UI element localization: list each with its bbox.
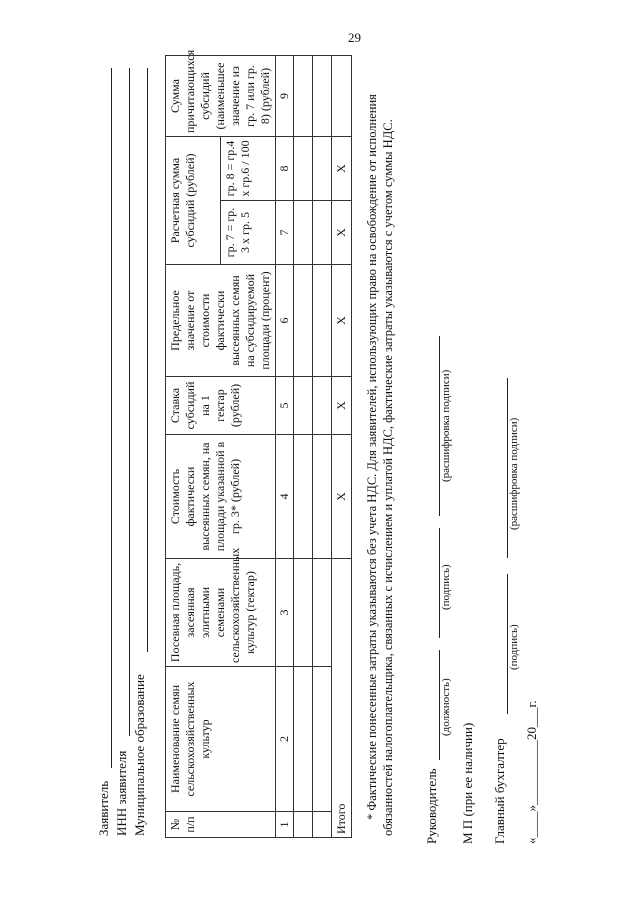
inn-label: ИНН заявителя bbox=[114, 750, 129, 836]
col-number: 7 bbox=[276, 201, 294, 265]
table-cell bbox=[294, 377, 313, 435]
subheader-col8: гр. 8 = гр.4 х гр.6 / 100 bbox=[221, 137, 276, 201]
header-estimated-sum: Расчетная сумма субсидий (рублей) bbox=[166, 137, 221, 265]
table-cell bbox=[294, 56, 313, 137]
table-cell bbox=[294, 435, 313, 559]
table-cell bbox=[294, 667, 313, 812]
subsidy-table bbox=[165, 49, 352, 838]
accountant-label: Главный бухгалтер bbox=[492, 738, 507, 844]
table-cell bbox=[294, 201, 313, 265]
table-cell bbox=[294, 559, 313, 667]
total-label: Итого bbox=[332, 559, 352, 838]
table-cell bbox=[313, 265, 332, 377]
municipality-line bbox=[147, 68, 148, 652]
table-row bbox=[313, 56, 332, 838]
rotated-form bbox=[94, 49, 634, 848]
table-cell bbox=[294, 137, 313, 201]
column-numbers-row bbox=[276, 56, 294, 838]
col-number: 1 bbox=[276, 812, 294, 838]
total-mark: Х bbox=[332, 137, 352, 201]
table-row bbox=[294, 56, 313, 838]
decoding-caption: (расшифровка подписи) bbox=[440, 369, 452, 482]
col-number: 3 bbox=[276, 559, 294, 667]
table-cell bbox=[313, 812, 332, 838]
signature-caption: (подпись) bbox=[440, 564, 452, 610]
table-cell bbox=[313, 137, 332, 201]
col-number: 4 bbox=[276, 435, 294, 559]
total-row bbox=[332, 56, 352, 838]
table-cell bbox=[313, 56, 332, 137]
table-cell bbox=[313, 435, 332, 559]
position-caption: (должность) bbox=[440, 678, 452, 736]
total-mark: Х bbox=[332, 435, 352, 559]
total-sum-cell bbox=[332, 56, 352, 137]
table-cell bbox=[313, 667, 332, 812]
col-number: 8 bbox=[276, 137, 294, 201]
municipality-label: Муниципальное образование bbox=[132, 674, 147, 836]
table-cell bbox=[313, 377, 332, 435]
table-cell bbox=[313, 559, 332, 667]
subheader-col7: гр. 7 = гр. 3 х гр. 5 bbox=[221, 201, 276, 265]
head-label: Руководитель bbox=[424, 768, 439, 844]
header-seed-name: Наименование семян сельскохозяйственных культур bbox=[166, 667, 276, 812]
header-number: № п/п bbox=[166, 812, 276, 838]
total-mark: Х bbox=[332, 377, 352, 435]
accountant-decoding-caption: (расшифровка подписи) bbox=[508, 417, 520, 530]
table-cell bbox=[294, 265, 313, 377]
applicant-label: Заявитель bbox=[96, 780, 111, 836]
header-due-sum: Сумма причитающихся субсидий (наименьшее значение из гр. 7 или гр. 8) (рублей) bbox=[166, 56, 276, 137]
page-number: 29 bbox=[348, 30, 361, 45]
header-area: Посевная площадь, засеянная элитными семенами сельскохозяйственных культур (гектар) bbox=[166, 559, 276, 667]
total-mark: Х bbox=[332, 265, 352, 377]
header-cost: Стоимость фактически высеянных семян, на площади указанной в гр. 3* (рублей) bbox=[166, 435, 276, 559]
header-rate: Ставка субсидий на 1 гектар (рублей) bbox=[166, 377, 276, 435]
applicant-line bbox=[111, 68, 112, 768]
inn-line bbox=[129, 68, 130, 736]
col-number: 2 bbox=[276, 667, 294, 812]
date-field: «____»__________20___г. bbox=[524, 700, 539, 844]
header-limit: Предельное значение от стоимости фактически высеянных семян на субсидируемой площади (процент) bbox=[166, 265, 276, 377]
col-number: 9 bbox=[276, 56, 294, 137]
table-cell bbox=[313, 201, 332, 265]
accountant-signature-caption: (подпись) bbox=[508, 624, 520, 670]
table-cell bbox=[294, 812, 313, 838]
stamp-label: М П (при ее наличии) bbox=[460, 722, 475, 844]
footnote: * Фактические понесенные затраты указываются без учета НДС. Для заявителей, использующих право на освобождение от исполнения обязанностей налогоплательщика, связанных с исчислением и уплатой НДС, фактические затраты указываются с учетом суммы НДС. bbox=[365, 94, 395, 836]
total-mark: Х bbox=[332, 201, 352, 265]
col-number: 5 bbox=[276, 377, 294, 435]
col-number: 6 bbox=[276, 265, 294, 377]
